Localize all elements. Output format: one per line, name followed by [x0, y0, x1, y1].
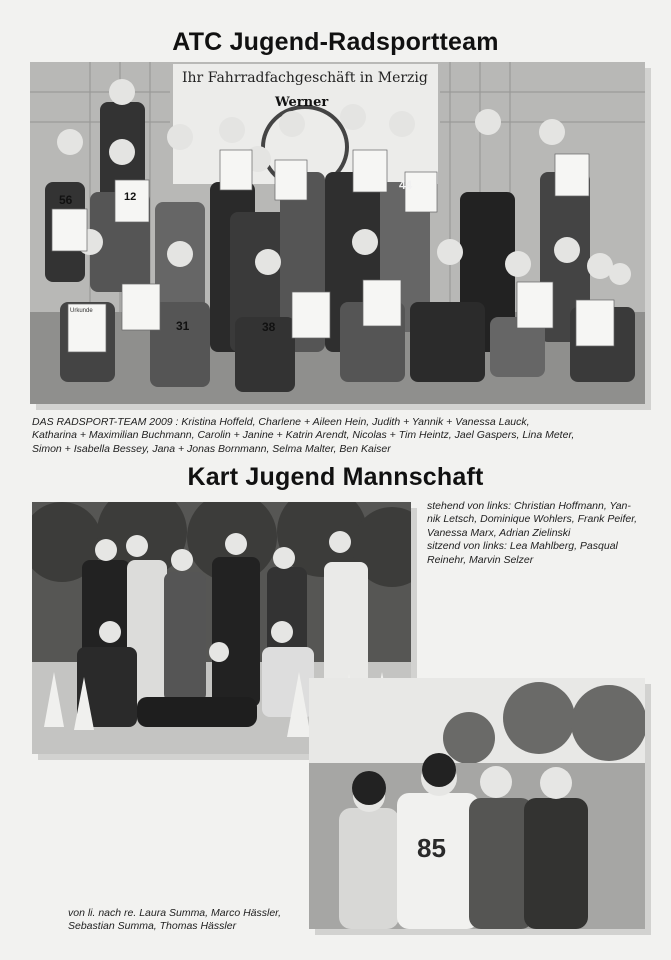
bib-number: 44: [399, 178, 413, 192]
caption-line: stehend von links: Christian Hoffmann, Yan-: [427, 500, 631, 512]
banner-logo: Werner: [275, 95, 329, 110]
certificate-label: Urkunde: [70, 308, 93, 314]
caption-line: von li. nach re. Laura Summa, Marco Hässler,: [68, 907, 282, 919]
bib-number: 12: [124, 191, 137, 203]
caption-children: [68, 907, 308, 934]
caption-line: Simon + Isabella Bessey, Jana + Jonas Bornmann, Selma Malter, Ben Kaiser: [32, 442, 391, 455]
banner-text: Ihr Fahrradfachgeschäft in Merzig: [182, 70, 428, 86]
section-title-kart: Kart Jugend Mannschaft: [187, 463, 484, 491]
caption-kart: [427, 500, 667, 567]
caption-line: DAS RADSPORT-TEAM 2009 : Kristina Hoffeld, Charlene + Aileen Hein, Judith + Yannik + Vanessa Lauck,: [32, 416, 530, 428]
bib-number: 38: [262, 320, 276, 334]
caption-line: sitzend von links: Lea Mahlberg, Pasqual: [427, 540, 618, 553]
bib-number: 56: [59, 193, 73, 207]
section-title-radsport: ATC Jugend-Radsportteam: [172, 28, 499, 56]
photo-children: [309, 678, 645, 929]
caption-radsport: [32, 416, 642, 456]
caption-line: Reinehr, Marvin Selzer: [427, 553, 534, 566]
caption-line: nik Letsch, Dominique Wohlers, Frank Peifer,: [427, 513, 638, 526]
photo-radsport-team: [30, 62, 645, 404]
caption-line: Vanessa Marx, Adrian Zielinski: [427, 526, 571, 539]
caption-line: Katharina + Maximilian Buchmann, Carolin + Janine + Katrin Arendt, Nicolas + Tim Heintz, Jael Gaspers, Lina Meter,: [32, 429, 575, 442]
caption-line: Sebastian Summa, Thomas Hässler: [68, 920, 237, 933]
shirt-number: 85: [417, 833, 446, 863]
bib-number: 31: [176, 319, 190, 333]
